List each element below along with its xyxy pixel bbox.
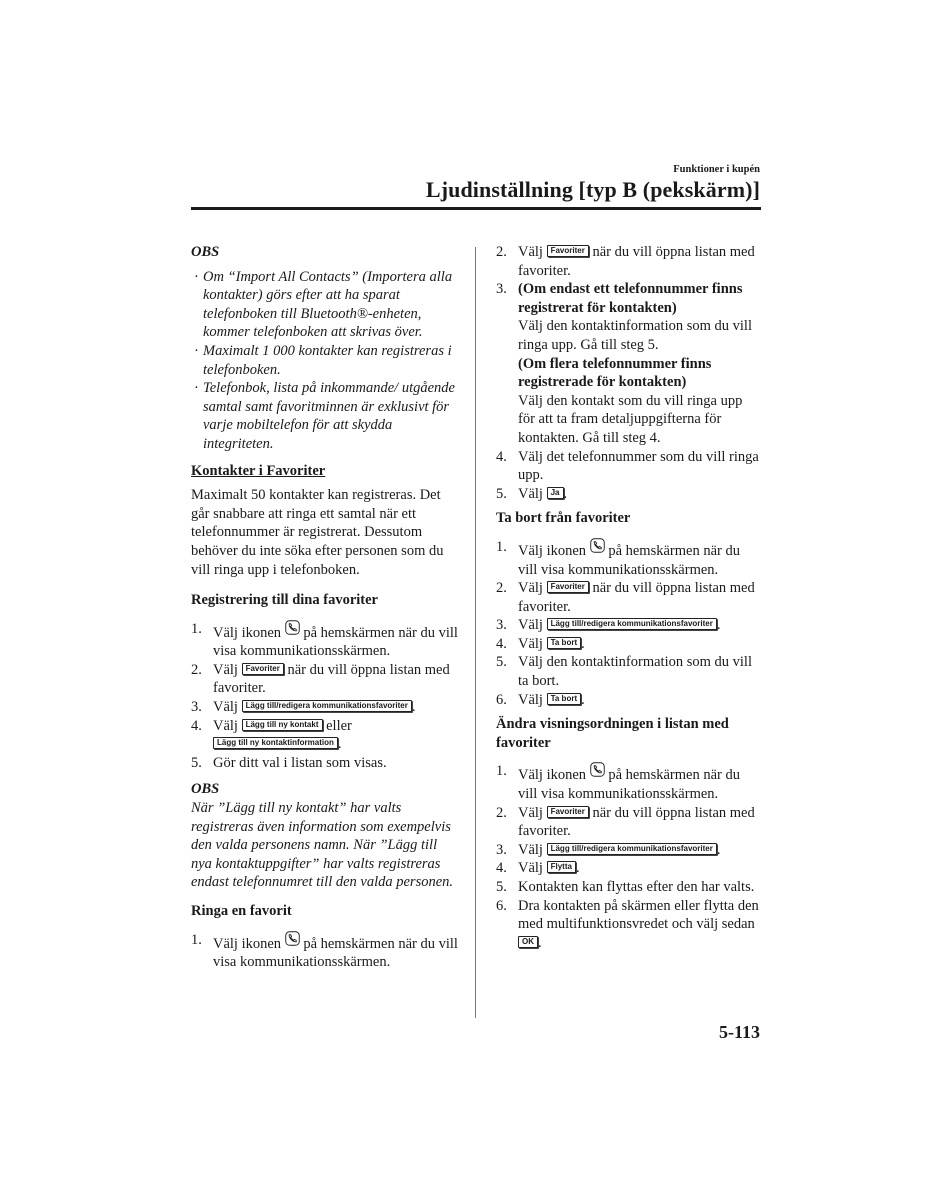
step: 4. Välj det telefonnummer som du vill ringa upp. [496, 448, 759, 484]
step: 5. Välj den kontaktinformation som du vill ta bort. [496, 654, 752, 690]
call-steps-continued [496, 243, 762, 503]
step: 3. Välj Lägg till/redigera kommunikationsfavoriter . [496, 841, 721, 858]
obs-item: · Telefonbok, lista på inkommande/ utgående samtal samt favoritminnen är exklusivt för varje mobiltelefon för att skydda integriteten. [191, 379, 459, 453]
phone-handset-icon [285, 931, 300, 946]
obs-title: OBS [191, 244, 220, 260]
add-edit-favorites-button: Lägg till/redigera kommunikationsfavoriter [242, 700, 412, 712]
order-steps [496, 762, 762, 952]
step: 6. Välj Ta bort . [496, 691, 585, 708]
obs-list [191, 268, 459, 454]
phone-handset-icon [285, 620, 300, 635]
step: 4. Välj Ta bort . [496, 635, 585, 652]
phone-handset-icon [590, 538, 605, 553]
ok-button: OK [518, 936, 538, 948]
header-chapter: Funktioner i kupén [673, 164, 760, 175]
subheading-registration: Registrering till dina favoriter [191, 592, 378, 609]
step: 1. Välj ikonen på hemskärmen när du vill visa kommunikationsskärmen. [191, 931, 458, 971]
phone-handset-icon [590, 762, 605, 777]
ta-bort-button: Ta bort [547, 693, 582, 705]
flytta-button: Flytta [547, 861, 576, 873]
step: 4. Välj Flytta . [496, 860, 580, 877]
step: 1. Välj ikonen på hemskärmen när du vill visa kommunikationsskärmen. [496, 538, 740, 578]
section-heading: Kontakter i Favoriter [191, 462, 326, 479]
ta-bort-button: Ta bort [547, 637, 582, 649]
step: 3. Välj Lägg till/redigera kommunikationsfavoriter . [496, 617, 721, 634]
registration-steps [191, 620, 459, 773]
favoriter-button: Favoriter [547, 581, 589, 593]
header-rule [191, 207, 761, 210]
obs-item: · Om “Import All Contacts” (Importera alla kontakter) görs efter att ha sparat telefonboken till Bluetooth®-enheten, kommer telefonboken att skrivas över. [191, 268, 459, 342]
column-divider [475, 247, 476, 1018]
obs-item: · Maximalt 1 000 kontakter kan registreras i telefonboken. [191, 342, 459, 379]
ja-button: Ja [547, 487, 564, 499]
step: 6. Dra kontakten på skärmen eller flytta den med multifunktionsvredet och välj sedan OK . [496, 897, 759, 951]
step: 3. (Om endast ett telefonnummer finns registrerat för kontakten) Välj den kontaktinformation som du vill ringa upp. Gå till steg 5. (Om flera telefonnummer finns registrerade för kontakten) Välj den kontakt som du vill ringa upp för att ta fram detaljuppgifterna för kontakten. Gå till steg 4. [496, 281, 752, 446]
step: 1. Välj ikonen på hemskärmen när du vill visa kommunikationsskärmen. [191, 620, 458, 660]
step: 2. Välj Favoriter när du vill öppna listan med favoriter. [191, 661, 450, 697]
favoriter-button: Favoriter [547, 245, 589, 257]
call-steps [191, 931, 459, 972]
left-column [191, 243, 459, 978]
subheading-order: Ändra visningsordningen i listan med favoriter [496, 716, 729, 751]
step: 1. Välj ikonen på hemskärmen när du vill visa kommunikationsskärmen. [496, 763, 740, 803]
obs-title: OBS [191, 781, 220, 798]
add-new-contact-info-button: Lägg till ny kontaktinformation [213, 737, 338, 749]
page-number: 5-113 [718, 1022, 760, 1042]
subheading-delete: Ta bort från favoriter [496, 510, 631, 527]
step: 2. Välj Favoriter när du vill öppna listan med favoriter. [496, 580, 755, 615]
step: 3. Välj Lägg till/redigera kommunikationsfavoriter . [191, 699, 416, 716]
step: 5. Gör ditt val i listan som visas. [191, 754, 387, 771]
add-edit-favorites-button: Lägg till/redigera kommunikationsfavoriter [547, 843, 717, 855]
page-title: Ljudinställning [typ B (pekskärm)] [425, 177, 760, 202]
step: 5. Kontakten kan flyttas efter den har valts. [496, 879, 755, 895]
add-edit-favorites-button: Lägg till/redigera kommunikationsfavoriter [547, 618, 717, 630]
obs-text: När ”Lägg till ny kontakt” har valts registreras även information som exempelvis den valda personens namn. När ”Lägg till nya kontaktuppgifter” har valts registreras endast telefonnumret till den valda personen. [191, 800, 454, 891]
right-column [496, 243, 762, 958]
favoriter-button: Favoriter [547, 806, 589, 818]
step: 2. Välj Favoriter när du vill öppna listan med favoriter. [496, 804, 755, 840]
favoriter-button: Favoriter [242, 663, 284, 675]
subheading-call: Ringa en favorit [191, 903, 292, 919]
step: 2. Välj Favoriter när du vill öppna listan med favoriter. [496, 244, 755, 279]
delete-steps [496, 538, 762, 709]
step: 4. Välj Lägg till ny kontakt eller Lägg till ny kontaktinformation . [191, 717, 352, 753]
add-new-contact-button: Lägg till ny kontakt [242, 719, 323, 731]
step: 5. Välj Ja . [496, 485, 568, 502]
section-paragraph: Maximalt 50 kontakter kan registreras. Det går snabbare att ringa ett samtal när ett telefonnummer är registrerat. Dessutom behöver du inte söka efter personen som du vill ringa upp i telefonboken. [191, 487, 444, 578]
